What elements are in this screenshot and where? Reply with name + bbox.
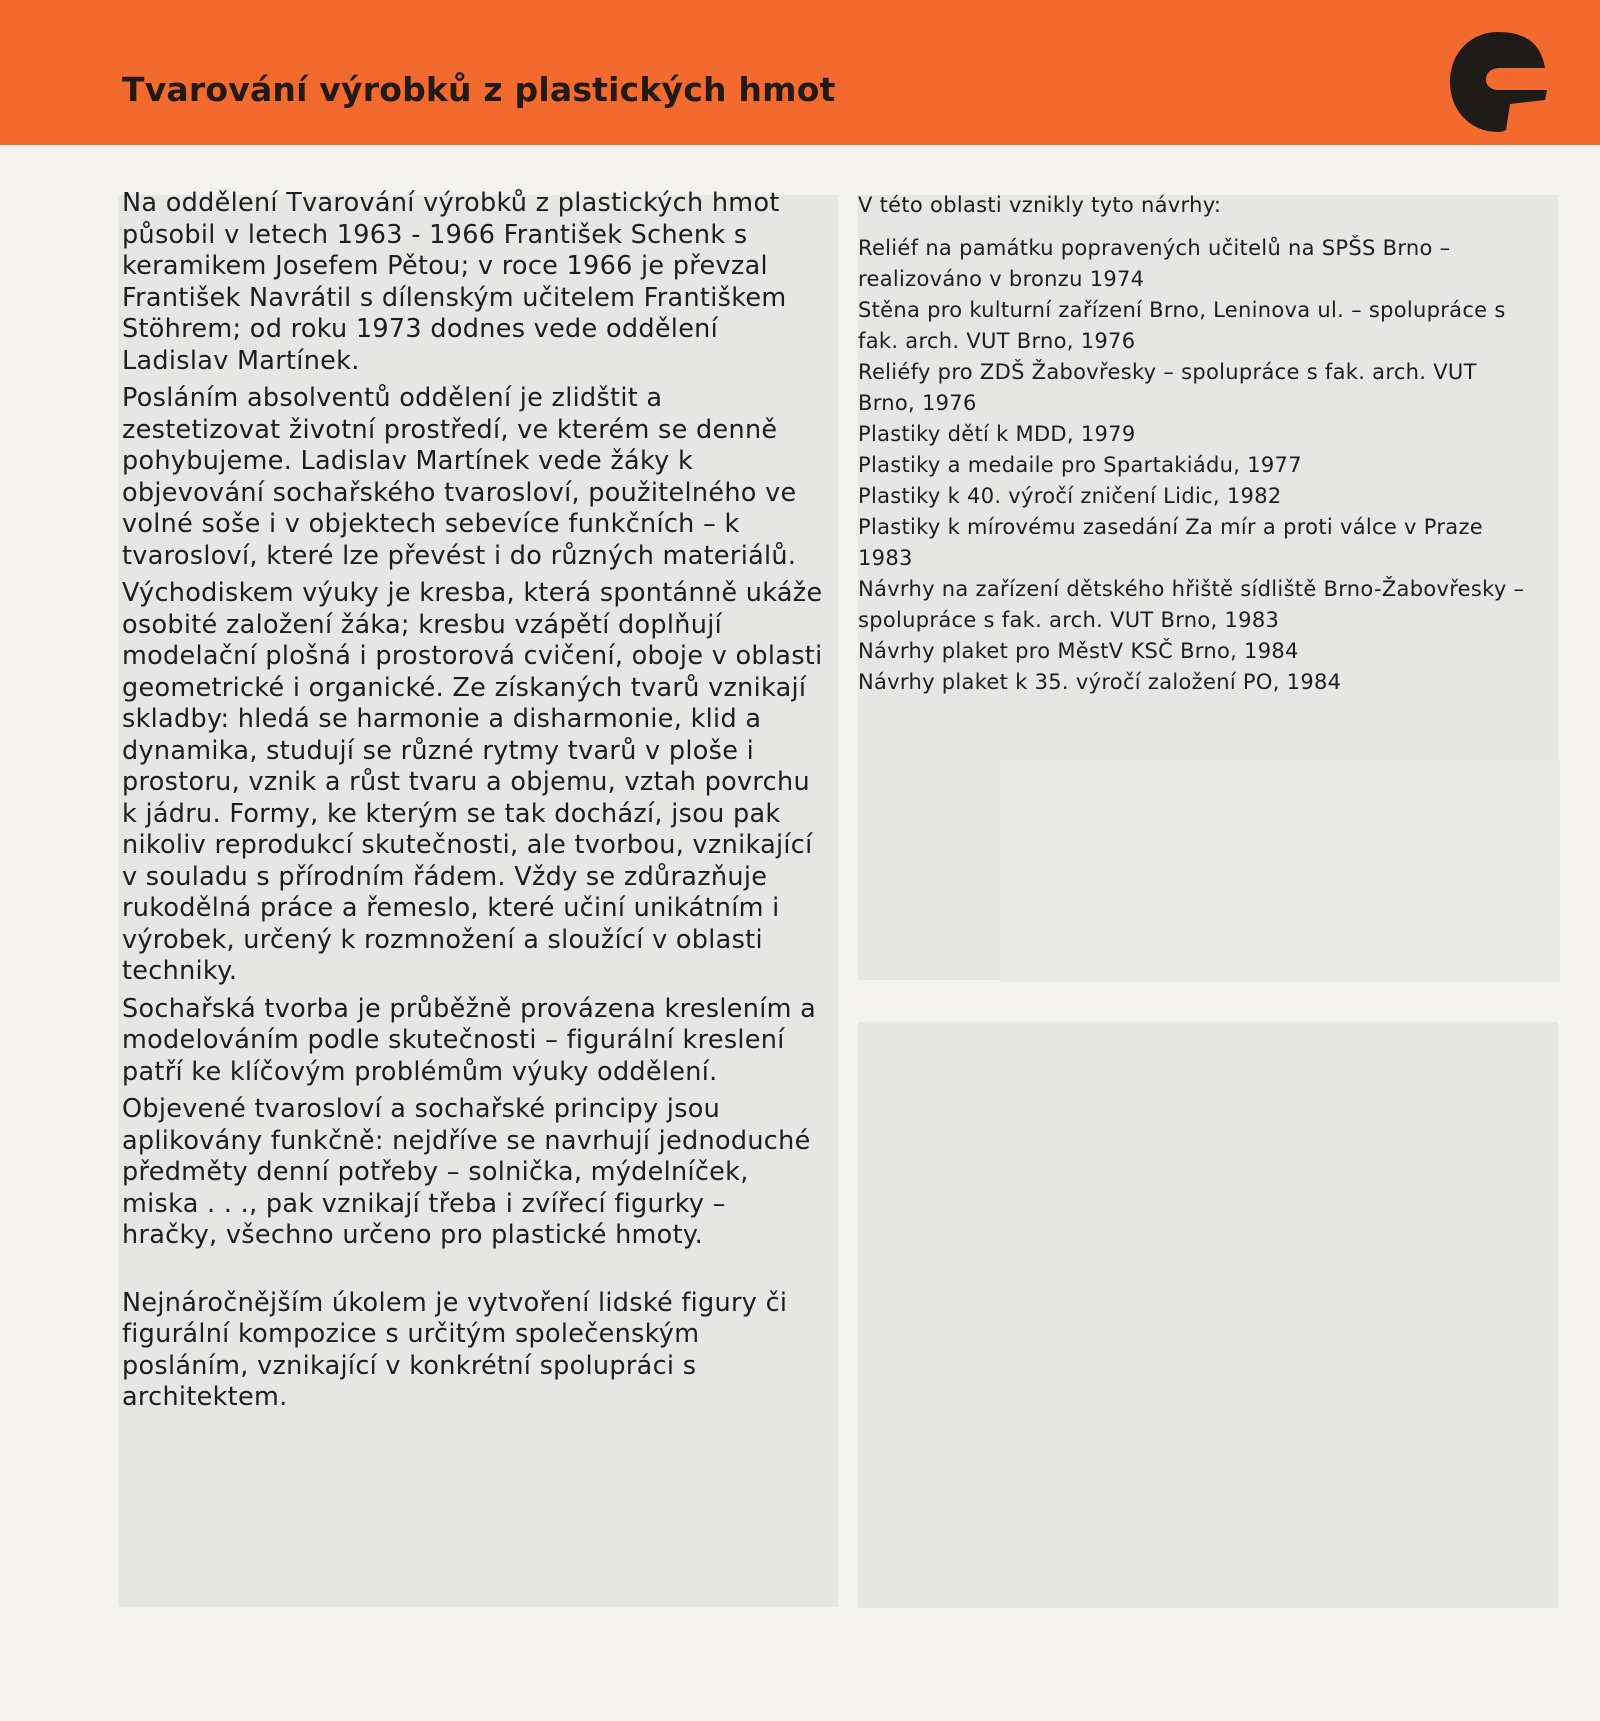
list-item: Návrhy plaket pro MěstV KSČ Brno, 1984 (858, 639, 1299, 663)
list-item: Návrhy plaket k 35. výročí založení PO, 1984 (858, 670, 1342, 694)
list-item: Stěna pro kulturní zařízení Brno, Leninova ul. – spolupráce s fak. arch. VUT Brno, 1976 (858, 298, 1506, 353)
background-notch (1000, 760, 1560, 982)
paragraph: Východiskem výuky je kresba, která spontánně ukáže osobité založení žáka; kresbu vzápětí doplňují modelační plošná i prostorová cvičení, oboje v oblasti geometrické i organické. Ze získaných tvarů vznikají skladby: hledá se harmonie a disharmonie, klid a dynamika, studují se různé rytmy tvarů v ploše i prostoru, vznik a růst tvaru a objemu, vztah povrchu k jádru. Formy, ke kterým se tak dochází, jsou pak nikoliv reprodukcí skutečnosti, ale tvorbou, vznikající v souladu s přírodním řádem. Vždy se zdůrazňuje rukodělná práce a řemeslo, které učiní unikátním i výrobek, určený k rozmnožení a sloužící v oblasti techniky. (122, 578, 823, 986)
paragraph: Na oddělení Tvarování výrobků z plastických hmot působil v letech 1963 - 1966 František Schenk s keramikem Josefem Pětou; v roce 1966 je převzal František Navrátil s dílenským učitelem Františkem Stöhrem; od roku 1973 dodnes vede oddělení Ladislav Martínek. (122, 188, 787, 376)
body-text-column (122, 188, 827, 1420)
list-item: Reliéfy pro ZDŠ Žabovřesky – spolupráce s fak. arch. VUT Brno, 1976 (858, 360, 1477, 415)
page-title: Tvarování výrobků z plastických hmot (122, 70, 836, 109)
paragraph: Nejnáročnějším úkolem je vytvoření lidské figury či figurální kompozice s určitým společenským posláním, vznikající v konkrétní spolupráci s architektem. (122, 1287, 788, 1412)
stylized-f-logo-icon (1448, 30, 1548, 134)
list-item: Plastiky dětí k MDD, 1979 (858, 422, 1136, 446)
list-item: Reliéf na památku popravených učitelů na SPŠS Brno – realizováno v bronzu 1974 (858, 236, 1451, 291)
works-list (858, 233, 1538, 698)
works-column (858, 190, 1538, 698)
background-shape-right-bottom (858, 1022, 1558, 1608)
list-item: Plastiky k mírovému zasedání Za mír a proti válce v Praze 1983 (858, 515, 1483, 570)
paragraph: Objevené tvarosloví a sochařské principy jsou aplikovány funkčně: nejdříve se navrhují jednoduché předměty denní potřeby – solnička, mýdelníček, miska . . ., pak vznikají třeba i zvířecí figurky – hračky, všechno určeno pro plastické hmoty. (122, 1094, 811, 1250)
works-intro: V této oblasti vznikly tyto návrhy: (858, 193, 1222, 217)
list-item: Plastiky a medaile pro Spartakiádu, 1977 (858, 453, 1302, 477)
list-item: Plastiky k 40. výročí zničení Lidic, 1982 (858, 484, 1282, 508)
list-item: Návrhy na zařízení dětského hřiště sídliště Brno-Žabovřesky – spolupráce s fak. arch. VUT Brno, 1983 (858, 577, 1525, 632)
paragraph: Posláním absolventů oddělení je zlidštit a zestetizovat životní prostředí, ve kterém se denně pohybujeme. Ladislav Martínek vede žáky k objevování sochařského tvarosloví, použitelného ve volné soše i v objektech sebevíce funkčních – k tvarosloví, které lze převést i do různých materiálů. (122, 383, 797, 571)
paragraph: Sochařská tvorba je průběžně provázena kreslením a modelováním podle skutečnosti – figurální kreslení patří ke klíčovým problémům výuky oddělení. (122, 993, 817, 1087)
